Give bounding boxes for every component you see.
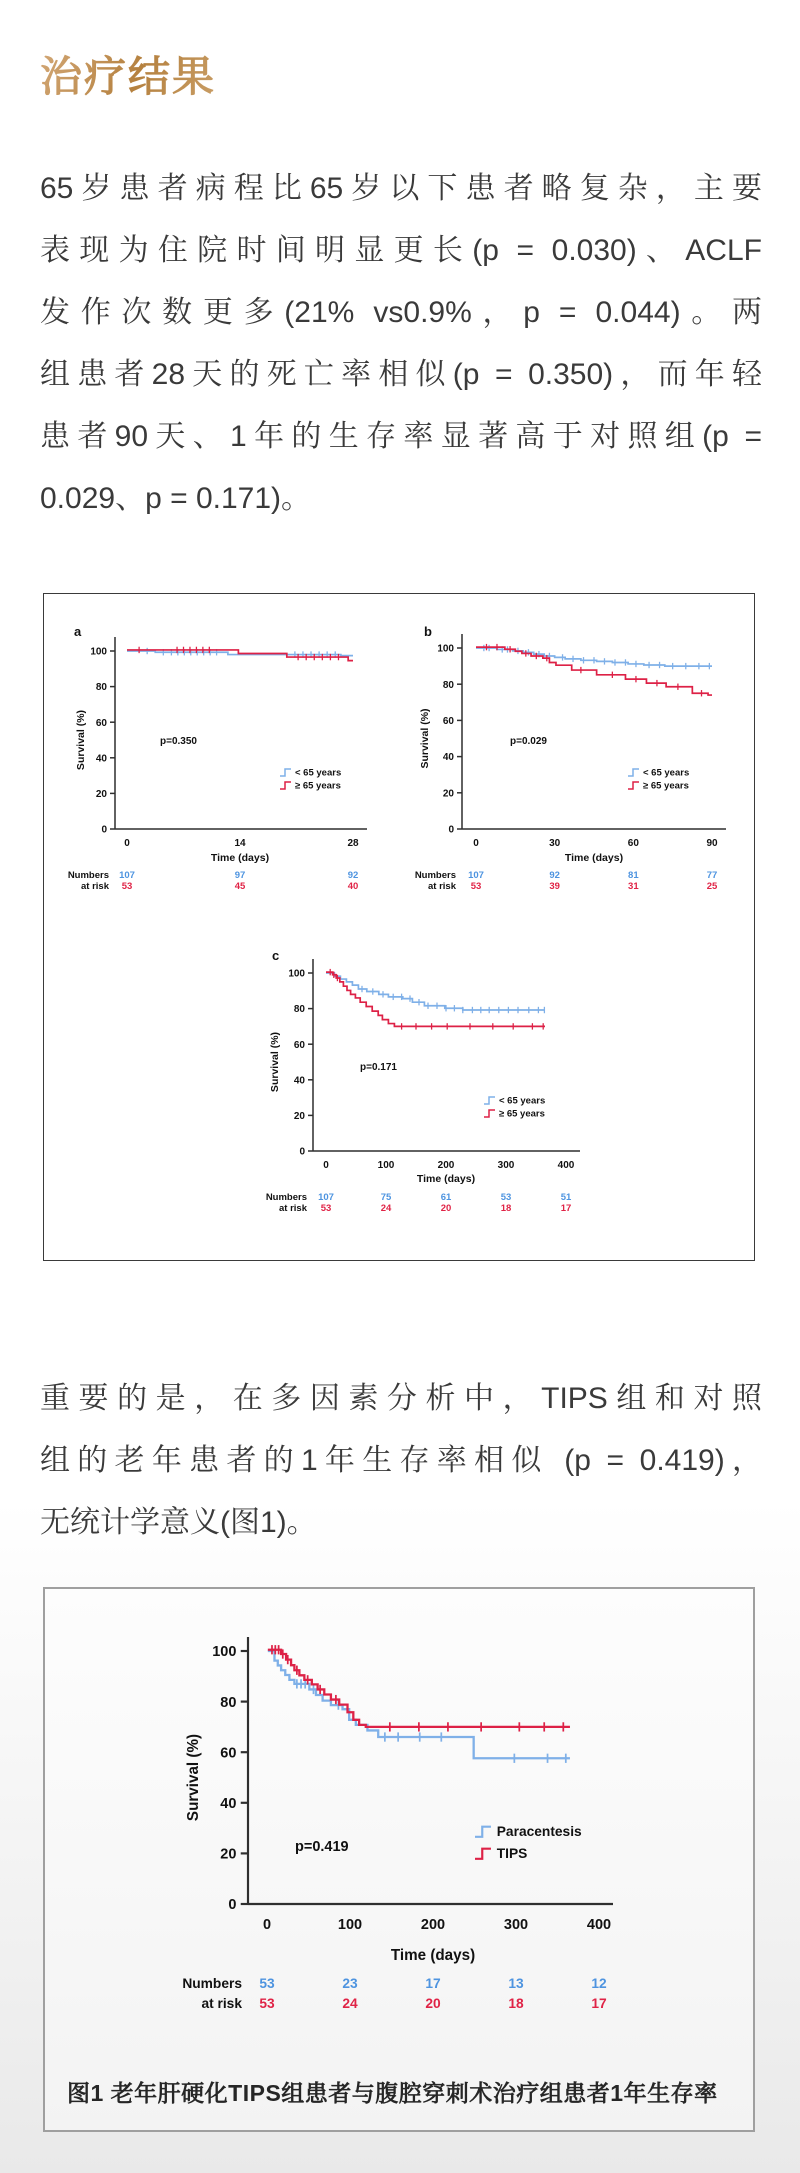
svg-text:30: 30 [549,838,561,849]
svg-text:77: 77 [706,870,718,881]
svg-text:p=0.171: p=0.171 [360,1062,397,1073]
svg-text:53: 53 [470,881,482,892]
svg-text:b: b [424,624,432,639]
svg-text:p=0.350: p=0.350 [160,736,197,747]
svg-text:107: 107 [119,870,135,881]
paragraph-line: 表现为住院时间明显更长(p = 0.030)、ACLF [40,234,762,267]
svg-text:20: 20 [440,1203,452,1214]
svg-text:23: 23 [342,1976,358,1991]
svg-text:25: 25 [706,881,718,892]
svg-text:Survival (%): Survival (%) [185,1733,202,1822]
svg-text:Time (days): Time (days) [416,1173,476,1185]
svg-text:81: 81 [628,870,639,881]
svg-text:20: 20 [442,788,454,800]
svg-text:at risk: at risk [81,881,109,892]
svg-text:at risk: at risk [279,1203,307,1214]
svg-text:0: 0 [228,1897,237,1914]
svg-text:80: 80 [293,1004,305,1016]
svg-text:107: 107 [318,1192,334,1203]
svg-text:200: 200 [420,1917,446,1933]
figure-tips-vs-paracentesis [43,1587,755,2132]
svg-text:400: 400 [586,1917,612,1933]
svg-text:40: 40 [95,753,107,765]
svg-text:28: 28 [347,838,359,849]
svg-text:Time (days): Time (days) [564,852,624,864]
svg-text:18: 18 [500,1203,512,1214]
svg-text:14: 14 [234,838,246,849]
svg-text:13: 13 [508,1976,524,1991]
svg-text:18: 18 [508,1996,524,2011]
svg-text:0: 0 [124,838,130,849]
svg-text:< 65 years: < 65 years [499,1095,546,1107]
svg-text:c: c [272,948,280,963]
svg-text:53: 53 [259,1976,275,1991]
svg-text:90: 90 [706,838,718,849]
svg-text:0: 0 [473,838,479,849]
svg-text:39: 39 [549,881,560,892]
svg-text:100: 100 [90,646,107,658]
svg-text:400: 400 [557,1160,575,1171]
svg-text:0: 0 [262,1917,272,1933]
svg-text:53: 53 [259,1996,275,2011]
svg-text:Time (days): Time (days) [210,852,270,864]
svg-text:20: 20 [293,1111,305,1122]
svg-text:12: 12 [591,1976,607,1991]
svg-text:< 65 years: < 65 years [295,767,342,779]
svg-text:≥ 65 years: ≥ 65 years [499,1108,545,1120]
paragraph-results [40,158,762,530]
paragraph-line: 无统计学意义(图1)。 [40,1506,317,1539]
svg-text:80: 80 [220,1694,237,1711]
figure-km-by-age [43,593,755,1261]
svg-text:40: 40 [347,881,359,892]
svg-text:92: 92 [549,870,560,881]
svg-text:0: 0 [448,824,454,836]
svg-text:Survival (%): Survival (%) [75,709,87,771]
svg-text:60: 60 [220,1745,237,1762]
svg-text:Numbers: Numbers [414,870,456,881]
svg-text:20: 20 [220,1846,237,1863]
svg-text:Time (days): Time (days) [390,1947,476,1964]
svg-text:24: 24 [342,1996,358,2011]
paragraph-line: 组患者28天的死亡率相似(p = 0.350)，而年轻 [40,358,762,391]
svg-text:53: 53 [121,881,133,892]
svg-text:60: 60 [293,1039,305,1051]
km-chart-90day [402,594,754,924]
paragraph-line: 重要的是，在多因素分析中，TIPS组和对照 [40,1382,762,1415]
svg-text:p=0.029: p=0.029 [510,736,547,747]
svg-text:17: 17 [591,1996,607,2011]
svg-text:< 65 years: < 65 years [643,767,690,779]
svg-text:100: 100 [337,1917,363,1933]
km-chart-1year [184,924,614,1262]
svg-text:300: 300 [503,1917,529,1933]
svg-text:200: 200 [437,1160,455,1171]
figure-caption: 图1 老年肝硬化TIPS组患者与腹腔穿刺术治疗组患者1年生存率 [67,2080,718,2106]
svg-text:51: 51 [560,1192,572,1203]
svg-text:at risk: at risk [201,1996,242,2011]
svg-text:92: 92 [347,870,359,881]
svg-text:31: 31 [628,881,639,892]
svg-text:17: 17 [560,1203,572,1214]
svg-text:300: 300 [497,1160,515,1171]
svg-text:80: 80 [442,679,454,691]
svg-text:97: 97 [234,870,246,881]
paragraph-line: 65岁患者病程比65岁以下患者略复杂，主要 [40,172,762,205]
svg-text:Survival (%): Survival (%) [419,708,431,769]
paragraph-line: 0.029、p = 0.171)。 [40,482,312,515]
km-chart-tips-vs-paracentesis [45,1589,757,2031]
svg-text:61: 61 [440,1192,452,1203]
svg-text:at risk: at risk [428,881,456,892]
svg-text:Numbers: Numbers [265,1192,307,1203]
svg-text:0: 0 [323,1160,329,1171]
svg-text:40: 40 [442,752,454,764]
svg-text:0: 0 [299,1146,305,1158]
svg-text:40: 40 [220,1796,237,1813]
svg-text:17: 17 [425,1976,441,1991]
svg-text:100: 100 [437,643,454,655]
svg-text:Paracentesis: Paracentesis [496,1824,582,1840]
km-chart-28day [44,594,402,924]
svg-text:20: 20 [425,1996,441,2011]
section-title: 治疗结果 [40,44,216,104]
svg-text:100: 100 [377,1160,395,1171]
svg-text:0: 0 [101,824,107,836]
svg-text:60: 60 [95,717,107,729]
svg-text:Survival (%): Survival (%) [269,1031,281,1093]
svg-text:75: 75 [380,1192,392,1203]
svg-text:Numbers: Numbers [182,1976,242,1991]
svg-text:p=0.419: p=0.419 [295,1839,349,1855]
svg-text:Numbers: Numbers [67,870,109,881]
svg-text:≥ 65 years: ≥ 65 years [643,780,689,792]
svg-text:a: a [74,624,82,639]
svg-text:60: 60 [627,838,639,849]
svg-text:TIPS: TIPS [496,1846,528,1862]
paragraph-line: 组的老年患者的1年生存率相似 (p = 0.419)， [40,1444,762,1477]
svg-text:107: 107 [468,870,484,881]
svg-text:60: 60 [442,716,454,727]
svg-text:24: 24 [380,1203,392,1214]
svg-text:≥ 65 years: ≥ 65 years [295,780,341,792]
svg-text:45: 45 [234,881,246,892]
svg-text:100: 100 [288,968,305,980]
svg-text:80: 80 [95,682,107,694]
svg-text:20: 20 [95,789,107,800]
paragraph-line: 患者90天、1年的生存率显著高于对照组(p = [40,420,762,453]
paragraph-line: 发作次数更多(21% vs0.9%，p = 0.044)。两 [40,296,762,329]
svg-text:100: 100 [212,1644,237,1661]
svg-text:53: 53 [320,1203,332,1214]
paragraph-multivariate [40,1368,762,1554]
svg-text:40: 40 [293,1075,305,1087]
svg-text:53: 53 [500,1192,512,1203]
